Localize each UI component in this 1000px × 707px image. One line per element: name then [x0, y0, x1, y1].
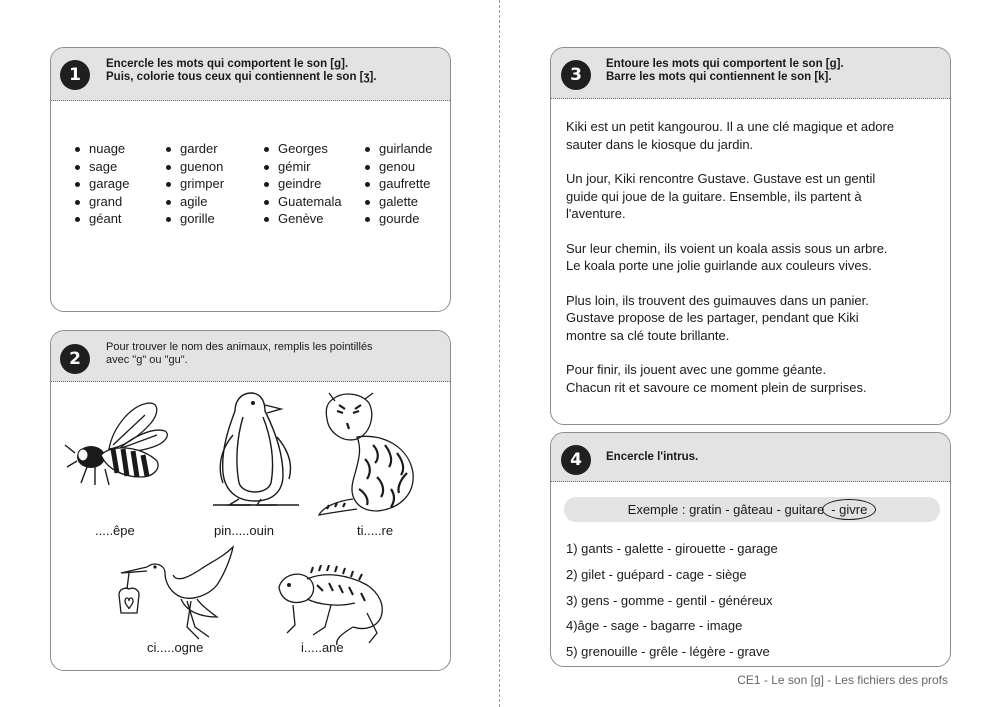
- instruction-line: Entoure les mots qui comportent le son [g].: [606, 58, 844, 70]
- animal-blank[interactable]: .....êpe: [95, 523, 135, 538]
- exercise-2-instruction: [106, 341, 373, 367]
- page-footer: CE1 - Le son [g] - Les fichiers des profs: [737, 673, 948, 687]
- exercise-3-instruction: [606, 58, 844, 84]
- story-paragraph: [566, 118, 941, 153]
- exercise-4-instruction: Encercle l'intrus.: [606, 451, 699, 463]
- instruction-line: Barre les mots qui contiennent le son [k].: [606, 71, 832, 83]
- intrus-item[interactable]: 3) gens - gomme - gentil - généreux: [566, 592, 773, 608]
- fold-line: [499, 0, 500, 707]
- instruction-line: avec "g" ou "gu".: [106, 354, 188, 366]
- iguana-drawing: [273, 565, 393, 647]
- exercise-number-badge: 4: [561, 445, 591, 475]
- story-line[interactable]: sauter dans le kiosque du jardin.: [566, 136, 754, 152]
- word-item[interactable]: genou: [363, 158, 451, 176]
- story-text: [566, 118, 941, 413]
- exercise-4-card: [550, 432, 951, 667]
- word-item[interactable]: Genève: [262, 210, 363, 228]
- instruction-line: Encercle les mots qui comportent le son [g].: [106, 58, 349, 70]
- exercise-4-header: [551, 433, 950, 482]
- word-item[interactable]: gémir: [262, 158, 363, 176]
- story-line[interactable]: Un jour, Kiki rencontre Gustave. Gustave est un gentil: [566, 171, 876, 186]
- story-line[interactable]: Gustave propose de les partager, pendant que Kiki: [566, 310, 859, 325]
- word-item[interactable]: gorille: [164, 210, 262, 228]
- story-line[interactable]: Le koala porte une jolie guirlande aux couleurs vives.: [566, 258, 872, 273]
- exercise-number-badge: 3: [561, 60, 591, 90]
- intrus-item[interactable]: 1) gants - galette - girouette - garage: [566, 541, 778, 556]
- exercise-2-header: [51, 331, 450, 382]
- story-line[interactable]: Pour finir, ils jouent avec une gomme géante.: [566, 362, 827, 377]
- word-list: [73, 140, 451, 228]
- story-line[interactable]: l'aventure.: [566, 206, 626, 221]
- word-item[interactable]: garder: [164, 140, 262, 158]
- word-item[interactable]: guenon: [164, 158, 262, 176]
- word-column: [262, 140, 363, 228]
- word-item[interactable]: sage: [73, 158, 164, 176]
- exercise-3-card: [550, 47, 951, 425]
- story-paragraph: [566, 361, 941, 396]
- word-column: [363, 140, 451, 228]
- exercise-1-card: [50, 47, 451, 312]
- intrus-item[interactable]: 4)âge - sage - bagarre - image: [566, 618, 743, 634]
- word-item[interactable]: gaufrette: [363, 175, 451, 193]
- word-item[interactable]: guirlande: [363, 140, 451, 158]
- exercise-number-badge: 1: [60, 60, 90, 90]
- story-paragraph: [566, 292, 941, 345]
- exercise-3-header: [551, 48, 950, 99]
- instruction-line: Pour trouver le nom des animaux, remplis les pointillés: [106, 341, 373, 353]
- story-line[interactable]: guide qui joue de la guitare. Ensemble, ils partent à: [566, 188, 862, 204]
- word-item[interactable]: gourde: [363, 210, 451, 228]
- example-text: Exemple : gratin - gâteau - guitare: [627, 502, 825, 517]
- word-item[interactable]: géant: [73, 210, 164, 228]
- story-line[interactable]: Kiki est un petit kangourou. Il a une clé magique et adore: [566, 119, 895, 134]
- animal-blank[interactable]: i.....ane: [301, 640, 344, 655]
- exercise-2-card: [50, 330, 451, 671]
- word-item[interactable]: nuage: [73, 140, 164, 158]
- word-item[interactable]: Georges: [262, 140, 363, 158]
- word-item[interactable]: Guatemala: [262, 193, 363, 211]
- exercise-1-header: [51, 48, 450, 101]
- penguin-drawing: [211, 387, 301, 507]
- word-item[interactable]: grimper: [164, 175, 262, 193]
- word-item[interactable]: grand: [73, 193, 164, 211]
- stork-drawing: [117, 543, 237, 643]
- intrus-list: [566, 536, 778, 665]
- story-paragraph: [566, 240, 941, 275]
- exercise-1-instruction: [106, 58, 377, 84]
- intrus-item[interactable]: 2) gilet - guépard - cage - siège: [566, 566, 747, 582]
- animal-blank[interactable]: ci.....ogne: [147, 640, 204, 655]
- word-column: [73, 140, 164, 228]
- word-item[interactable]: garage: [73, 175, 164, 193]
- word-item[interactable]: galette: [363, 193, 451, 211]
- story-line[interactable]: Chacun rit et savoure ce moment plein de surprises.: [566, 379, 867, 395]
- word-item[interactable]: geindre: [262, 175, 363, 193]
- word-column: [164, 140, 262, 228]
- story-line[interactable]: Sur leur chemin, ils voient un koala assis sous un arbre.: [566, 240, 888, 256]
- story-line[interactable]: montre sa clé toute brillante.: [566, 327, 730, 343]
- wasp-drawing: [61, 397, 173, 493]
- exercise-number-badge: 2: [60, 344, 90, 374]
- example-circled-word: - givre: [822, 499, 876, 520]
- animal-blank[interactable]: ti.....re: [357, 523, 394, 538]
- tiger-drawing: [313, 389, 423, 519]
- intrus-item[interactable]: 5) grenouille - grêle - légère - grave: [566, 644, 770, 660]
- example-box: [564, 497, 940, 522]
- story-paragraph: [566, 170, 941, 223]
- instruction-line: Puis, colorie tous ceux qui contiennent le son [ʒ].: [106, 71, 377, 83]
- story-line[interactable]: Plus loin, ils trouvent des guimauves dans un panier.: [566, 292, 869, 308]
- word-item[interactable]: agile: [164, 193, 262, 211]
- animal-blank[interactable]: pin.....ouin: [214, 523, 274, 538]
